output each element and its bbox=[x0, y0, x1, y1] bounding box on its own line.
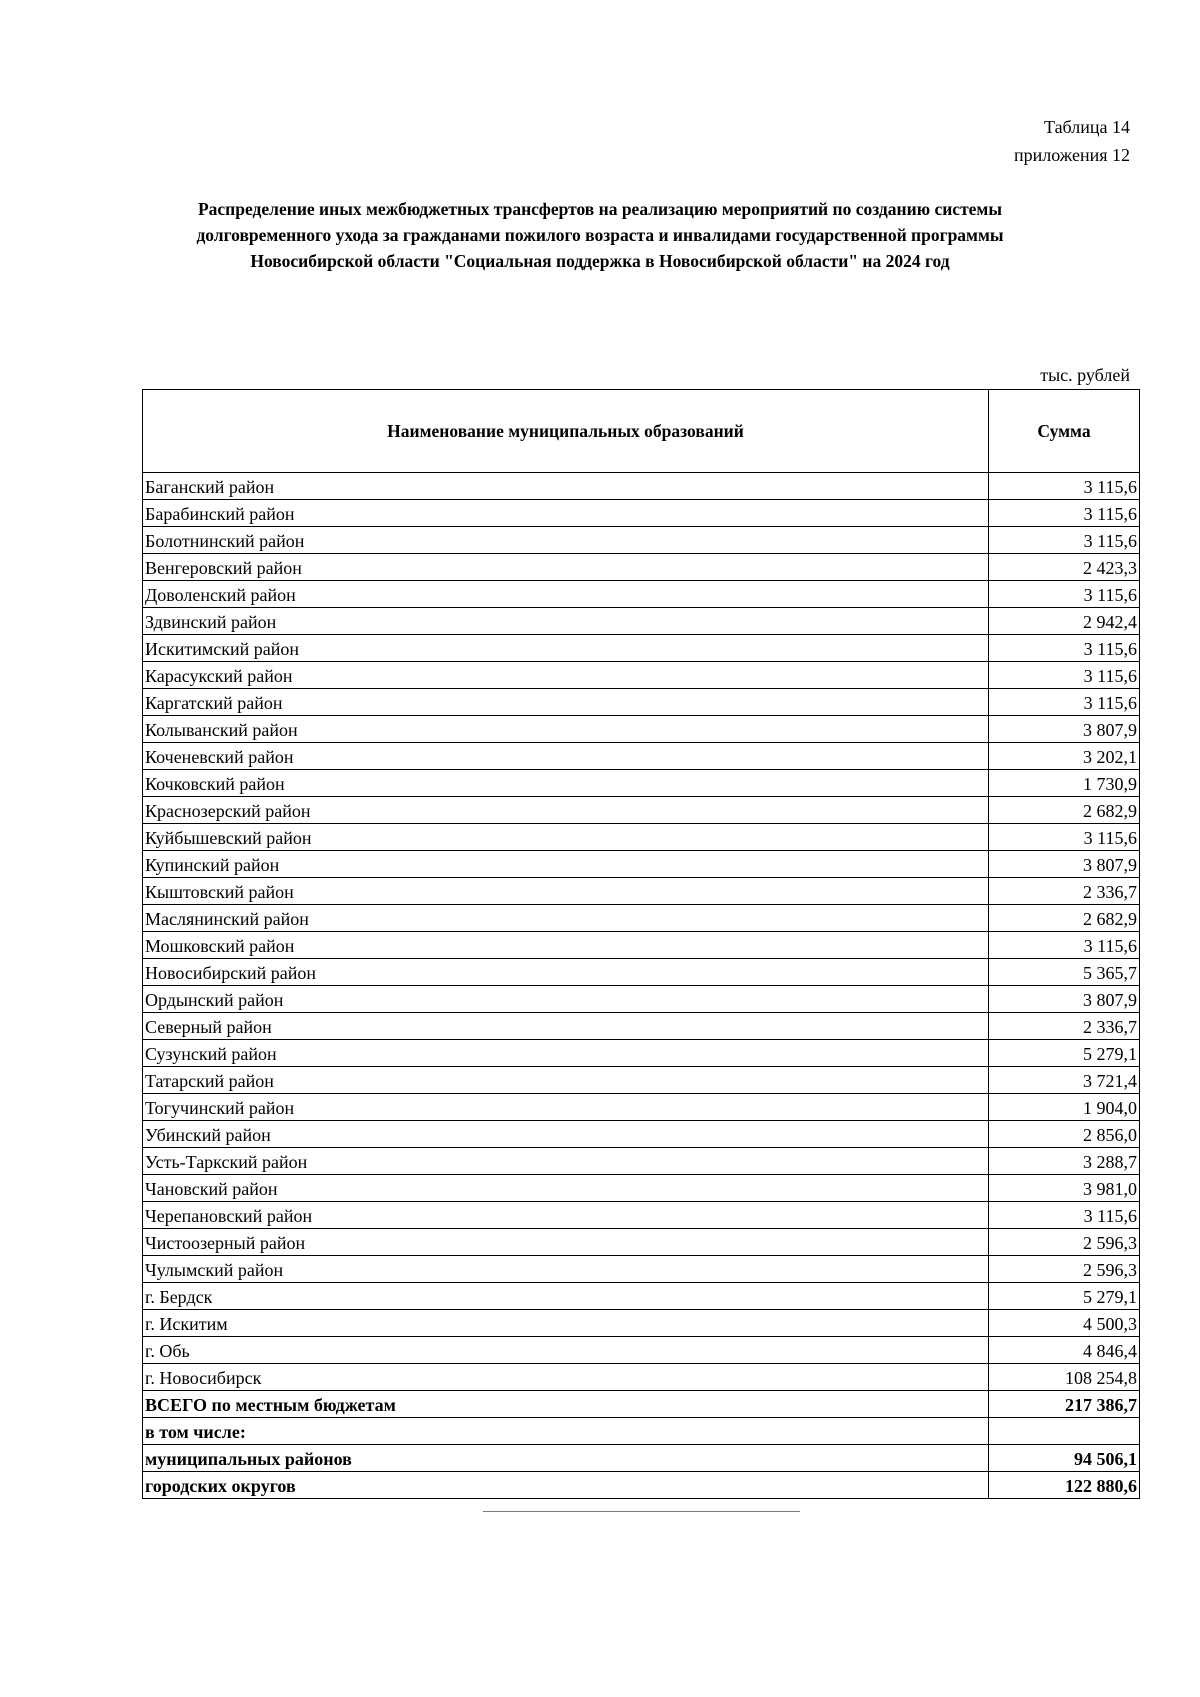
table-row bbox=[143, 1256, 1140, 1283]
table-row bbox=[143, 527, 1140, 554]
amount-cell: 5 365,7 bbox=[989, 959, 1140, 986]
document-title-line: долговременного ухода за гражданами пожилого возраста и инвалидами государственной программы bbox=[196, 225, 1004, 245]
table-header-row bbox=[143, 390, 1140, 473]
municipality-name-cell: Венгеровский район bbox=[143, 554, 989, 581]
table-total-row bbox=[143, 1472, 1140, 1499]
municipality-name-cell: Колыванский район bbox=[143, 716, 989, 743]
amount-cell: 94 506,1 bbox=[989, 1445, 1140, 1472]
amount-cell: 3 115,6 bbox=[989, 662, 1140, 689]
municipality-name-cell: Кочковский район bbox=[143, 770, 989, 797]
amount-cell: 3 721,4 bbox=[989, 1067, 1140, 1094]
amount-cell: 3 288,7 bbox=[989, 1148, 1140, 1175]
municipality-name-cell: Доволенский район bbox=[143, 581, 989, 608]
amount-cell: 122 880,6 bbox=[989, 1472, 1140, 1499]
table-total-row bbox=[143, 1418, 1140, 1445]
table-row bbox=[143, 770, 1140, 797]
table-row bbox=[143, 662, 1140, 689]
municipality-name-cell: г. Бердск bbox=[143, 1283, 989, 1310]
column-header-sum: Сумма bbox=[989, 390, 1140, 473]
municipality-name-cell: ВСЕГО по местным бюджетам bbox=[143, 1391, 989, 1418]
amount-cell: 3 115,6 bbox=[989, 581, 1140, 608]
amount-cell: 3 115,6 bbox=[989, 635, 1140, 662]
transfers-table bbox=[142, 389, 1140, 1499]
units-label: тыс. рублей bbox=[1040, 365, 1130, 385]
table-row bbox=[143, 1121, 1140, 1148]
amount-cell: 3 807,9 bbox=[989, 851, 1140, 878]
table-row bbox=[143, 581, 1140, 608]
amount-cell: 2 336,7 bbox=[989, 1013, 1140, 1040]
table-row bbox=[143, 1094, 1140, 1121]
municipality-name-cell: Болотнинский район bbox=[143, 527, 989, 554]
amount-cell: 3 981,0 bbox=[989, 1175, 1140, 1202]
amount-cell: 3 115,6 bbox=[989, 689, 1140, 716]
municipality-name-cell: Сузунский район bbox=[143, 1040, 989, 1067]
table-row bbox=[143, 1283, 1140, 1310]
table-row bbox=[143, 500, 1140, 527]
amount-cell: 2 596,3 bbox=[989, 1229, 1140, 1256]
municipality-name-cell: Искитимский район bbox=[143, 635, 989, 662]
municipality-name-cell: муниципальных районов bbox=[143, 1445, 989, 1472]
amount-cell: 3 202,1 bbox=[989, 743, 1140, 770]
table-row bbox=[143, 851, 1140, 878]
document-title bbox=[150, 196, 1050, 274]
municipality-name-cell: Каргатский район bbox=[143, 689, 989, 716]
table-reference-block bbox=[1014, 113, 1130, 169]
table-header bbox=[143, 390, 1140, 473]
column-header-name: Наименование муниципальных образований bbox=[143, 390, 989, 473]
table-total-row bbox=[143, 1445, 1140, 1472]
amount-cell: 2 596,3 bbox=[989, 1256, 1140, 1283]
municipality-name-cell: г. Обь bbox=[143, 1337, 989, 1364]
amount-cell: 5 279,1 bbox=[989, 1040, 1140, 1067]
municipality-name-cell: Тогучинский район bbox=[143, 1094, 989, 1121]
table-row bbox=[143, 1337, 1140, 1364]
municipality-name-cell: Чистоозерный район bbox=[143, 1229, 989, 1256]
amount-cell: 2 336,7 bbox=[989, 878, 1140, 905]
table-row bbox=[143, 905, 1140, 932]
amount-cell: 1 904,0 bbox=[989, 1094, 1140, 1121]
table-body bbox=[143, 473, 1140, 1499]
table-row bbox=[143, 932, 1140, 959]
table-row bbox=[143, 797, 1140, 824]
amount-cell: 3 115,6 bbox=[989, 500, 1140, 527]
municipality-name-cell: Убинский район bbox=[143, 1121, 989, 1148]
table-row bbox=[143, 1067, 1140, 1094]
municipality-name-cell: Барабинский район bbox=[143, 500, 989, 527]
table-row bbox=[143, 1310, 1140, 1337]
amount-cell bbox=[989, 1418, 1140, 1445]
municipality-name-cell: Новосибирский район bbox=[143, 959, 989, 986]
municipality-name-cell: Мошковский район bbox=[143, 932, 989, 959]
municipality-name-cell: Маслянинский район bbox=[143, 905, 989, 932]
municipality-name-cell: Купинский район bbox=[143, 851, 989, 878]
municipality-name-cell: Коченевский район bbox=[143, 743, 989, 770]
table-row bbox=[143, 716, 1140, 743]
table-row bbox=[143, 878, 1140, 905]
document-title-line: Распределение иных межбюджетных трансфертов на реализацию мероприятий по созданию системы bbox=[197, 199, 1003, 219]
municipality-name-cell: Ордынский район bbox=[143, 986, 989, 1013]
amount-cell: 4 500,3 bbox=[989, 1310, 1140, 1337]
table-number: Таблица 14 bbox=[1044, 117, 1130, 137]
municipality-name-cell: городских округов bbox=[143, 1472, 989, 1499]
municipality-name-cell: г. Искитим bbox=[143, 1310, 989, 1337]
amount-cell: 4 846,4 bbox=[989, 1337, 1140, 1364]
table-total-row bbox=[143, 1391, 1140, 1418]
municipality-name-cell: Баганский район bbox=[143, 473, 989, 500]
municipality-name-cell: Здвинский район bbox=[143, 608, 989, 635]
table-row bbox=[143, 689, 1140, 716]
table-row bbox=[143, 959, 1140, 986]
municipality-name-cell: г. Новосибирск bbox=[143, 1364, 989, 1391]
table-row bbox=[143, 1040, 1140, 1067]
municipality-name-cell: Карасукский район bbox=[143, 662, 989, 689]
municipality-name-cell: Черепановский район bbox=[143, 1202, 989, 1229]
document-title-line: Новосибирской области "Социальная поддержка в Новосибирской области" на 2024 год bbox=[250, 251, 950, 271]
amount-cell: 108 254,8 bbox=[989, 1364, 1140, 1391]
table-row bbox=[143, 608, 1140, 635]
municipality-name-cell: в том числе: bbox=[143, 1418, 989, 1445]
amount-cell: 3 115,6 bbox=[989, 824, 1140, 851]
municipality-name-cell: Кыштовский район bbox=[143, 878, 989, 905]
table-row bbox=[143, 1013, 1140, 1040]
amount-cell: 1 730,9 bbox=[989, 770, 1140, 797]
table-row bbox=[143, 1364, 1140, 1391]
municipality-name-cell: Чановский район bbox=[143, 1175, 989, 1202]
amount-cell: 3 115,6 bbox=[989, 932, 1140, 959]
appendix-number: приложения 12 bbox=[1013, 145, 1130, 165]
municipality-name-cell: Краснозерский район bbox=[143, 797, 989, 824]
table-row bbox=[143, 635, 1140, 662]
municipality-name-cell: Татарский район bbox=[143, 1067, 989, 1094]
table-row bbox=[143, 986, 1140, 1013]
amount-cell: 2 856,0 bbox=[989, 1121, 1140, 1148]
municipality-name-cell: Куйбышевский район bbox=[143, 824, 989, 851]
amount-cell: 5 279,1 bbox=[989, 1283, 1140, 1310]
amount-cell: 3 807,9 bbox=[989, 716, 1140, 743]
amount-cell: 3 115,6 bbox=[989, 1202, 1140, 1229]
amount-cell: 217 386,7 bbox=[989, 1391, 1140, 1418]
amount-cell: 3 807,9 bbox=[989, 986, 1140, 1013]
table-row bbox=[143, 1148, 1140, 1175]
amount-cell: 3 115,6 bbox=[989, 473, 1140, 500]
amount-cell: 2 423,3 bbox=[989, 554, 1140, 581]
amount-cell: 2 942,4 bbox=[989, 608, 1140, 635]
municipality-name-cell: Усть-Таркский район bbox=[143, 1148, 989, 1175]
table-row bbox=[143, 473, 1140, 500]
table-row bbox=[143, 1175, 1140, 1202]
table-row bbox=[143, 1229, 1140, 1256]
table-row bbox=[143, 1202, 1140, 1229]
amount-cell: 3 115,6 bbox=[989, 527, 1140, 554]
table-row bbox=[143, 554, 1140, 581]
table-row bbox=[143, 743, 1140, 770]
amount-cell: 2 682,9 bbox=[989, 797, 1140, 824]
amount-cell: 2 682,9 bbox=[989, 905, 1140, 932]
table-row bbox=[143, 824, 1140, 851]
end-of-document-line bbox=[483, 1511, 800, 1512]
municipality-name-cell: Северный район bbox=[143, 1013, 989, 1040]
municipality-name-cell: Чулымский район bbox=[143, 1256, 989, 1283]
